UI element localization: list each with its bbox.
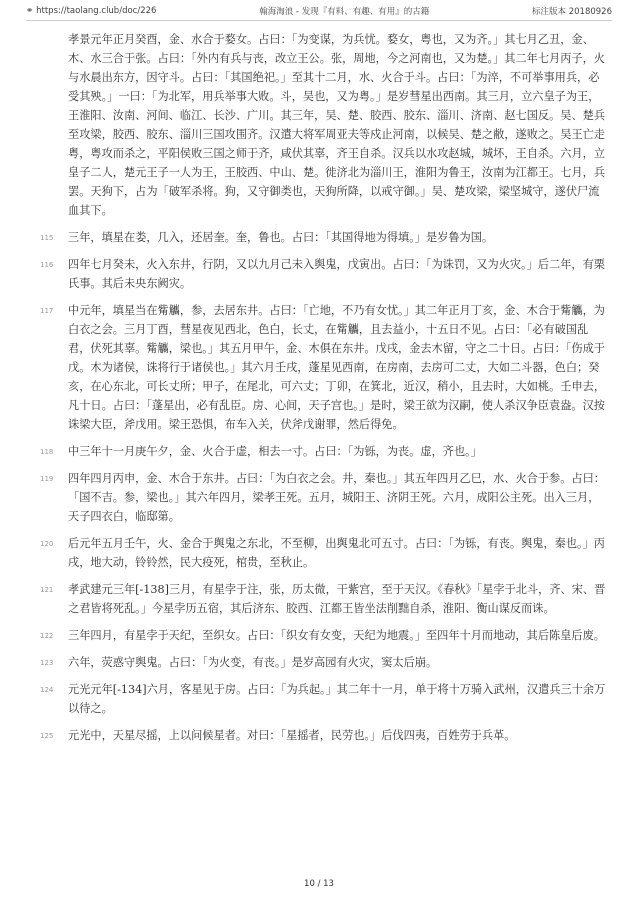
paragraph: [40, 255, 610, 293]
paragraph-text: 孝武建元三年[-138]三月，有星孛于注，张，历太微，干紫宫，至于天汉。《春秋》「星孛于北斗，齐、宋、晋之君皆将死乱。」今星孛历五宿，其后济东、胶西、江都王皆坐法削黜自杀，淮阳、衡山谋反而诛。: [68, 583, 606, 615]
paragraph: [40, 228, 610, 247]
paragraph: [40, 469, 610, 526]
header-url[interactable]: [26, 6, 156, 16]
paragraph: [40, 30, 610, 220]
paragraph-number: 122: [40, 632, 54, 640]
page-number: 10 / 13: [304, 879, 334, 889]
paragraph-number: 123: [40, 659, 54, 667]
paragraph-number: 118: [40, 448, 54, 456]
paragraph-text: 四年七月癸未，火入东井，行阴，又以九月己未入舆鬼，戊寅出。占曰：「为诛罚，又为火灾。」后二年，有栗氏事。其后未央东阙灾。: [68, 258, 605, 290]
paragraph: [40, 653, 610, 672]
paragraph-text: 元光中，天星尽摇，上以问候星者。对曰：「星摇者，民劳也。」后伐四夷，百姓劳于兵革。: [68, 729, 516, 742]
paragraph-number: 117: [40, 307, 54, 315]
paragraph-number: 121: [40, 586, 54, 594]
paragraph-number: 125: [40, 732, 54, 740]
paragraph: [40, 301, 610, 434]
paragraph-text: 三年四月，有星孛于天纪，至织女。占曰：「织女有女变，天纪为地震。」至四年十月而地动，其后陈皇后废。: [68, 629, 605, 642]
document-body: [40, 30, 610, 753]
paragraph: [40, 726, 610, 745]
paragraph-text: 中三年十一月庚午夕，金、火合于虚，相去一寸。占曰：「为铄，为丧。虚，齐也。」: [68, 445, 482, 458]
paragraph-number: 119: [40, 475, 54, 483]
paragraph-text: 中元年，填星当在觜觿，参，去居东井。占曰：「亡地，不乃有女忧。」其二年正月丁亥，金、木合于觜觿，为白衣之会。三月丁酉，彗星夜见西北，色白，长丈，在觜觿，且去益小，十五日不见。占曰：「必有破国乱君，伏死其辜。觜觿，梁也。」其五月甲午，金、木俱在东井。戊戌，金去木留，守之二十日。占曰：「伤成于戊。木为诸侯，诛将行于诸侯也。」其六月壬戌，蓬星见西南，在房南，去房可二丈，大如二斗器，色白；癸亥，在心东北，可长丈所；甲子，在尾北，可六丈；丁卯，在箕北，近汉，稍小，且去时，大如桃。壬申去，凡十日。占曰：「蓬星出，必有乱臣。房、心间，天子宫也。」是时，梁王欲为汉嗣，使人杀汉争臣袁盎。汉按诛梁大臣，斧戊用。梁王恐惧，布车入关，伏斧戊谢罪，然后得免。: [68, 304, 606, 431]
paragraph-text: 孝景元年正月癸酉，金、水合于婺女。占曰：「为变谋，为兵忧。婺女，粤也，又为齐。」其七月乙丑，金、木、水三合于张。占曰：「外内有兵与丧，改立王公。张，周地，今之河南也，又为楚。」其二年七月丙子，火与水晨出东方，因守斗。占曰：「其国绝祀。」至其十二月，水、火合于斗。占曰：「为淬，不可举事用兵，必受其殃。」一曰：「为北军，用兵举事大败。斗，吴也，又为粤。」是岁彗星出西南。其三月，立六皇子为王，王淮阳、汝南、河间、临江、长沙、广川。其三年，吴、楚、胶西、胶东、淄川、济南、赵七国反。吴、楚兵至攻梁，胶西、胶东、淄川三国攻围齐。汉遣大将军周亚夫等戍止河南，以候吴、楚之敝，遂败之。吴王亡走粤，粤攻而杀之，平阳侯败三国之师于齐，咸伏其辜，齐王自杀。汉兵以水攻赵城，城坏，王自杀。六月，立皇子二人，楚元王子一人为王，王胶西、中山、楚。徙济北为淄川王，淮阳为鲁王，汝南为江都王。七月，兵罢。天狗下，占为「破军杀将。狗，又守御类也，天狗所降，以戒守御。」吴、楚攻梁，梁坚城守，遂伏尸流血其下。: [68, 33, 606, 217]
header-title: 翰海淘浪 - 发现『有料、有趣、有用』的古籍: [259, 7, 430, 17]
paragraph: [40, 680, 610, 718]
paragraph-text: 四年四月丙申，金、木合于东井。占曰：「为白衣之会。井，秦也。」其五年四月乙巳，水、火合于参。占曰：「国不吉。参，梁也。」其六年四月，梁孝王死。五月，城阳王、济阴王死。六月，成阳公主死。出入三月，天子四衣白，临邸第。: [68, 472, 605, 523]
paragraph: [40, 534, 610, 572]
paragraph-number: 115: [40, 234, 54, 242]
paragraph: [40, 442, 610, 461]
link-icon: ⚭: [26, 6, 34, 16]
paragraph-number: 116: [40, 261, 54, 269]
paragraph: [40, 580, 610, 618]
paragraph-text: 后元年五月壬午，火、金合于舆鬼之东北，不至柳，出舆鬼北可五寸。占曰：「为铄，有丧。舆鬼，秦也。」丙戌，地大动，铃铃然，民大疫死，棺贵，至秋止。: [68, 537, 605, 569]
page-header: [26, 4, 612, 18]
header-version: 标注版本 20180926: [532, 7, 612, 17]
paragraph-text: 元光元年[-134]六月，客星见于房。占曰：「为兵起。」其二年十一月，单于将十万骑入武州，汉遣兵三十余万以待之。: [68, 683, 606, 715]
paragraph-number: 124: [40, 686, 54, 694]
paragraph-text: 六年，荧惑守舆鬼。占曰：「为火变，有丧。」是岁高园有火灾，窦太后崩。: [68, 656, 438, 669]
paragraph-number: 120: [40, 540, 54, 548]
paragraph-text: 三年，填星在娄，几入，还居奎。奎，鲁也。占曰：「其国得地为得填。」是岁鲁为国。: [68, 231, 494, 244]
header-url-text: https://taolang.club/doc/226: [36, 6, 157, 16]
paragraph: [40, 626, 610, 645]
header-divider: [26, 20, 612, 21]
